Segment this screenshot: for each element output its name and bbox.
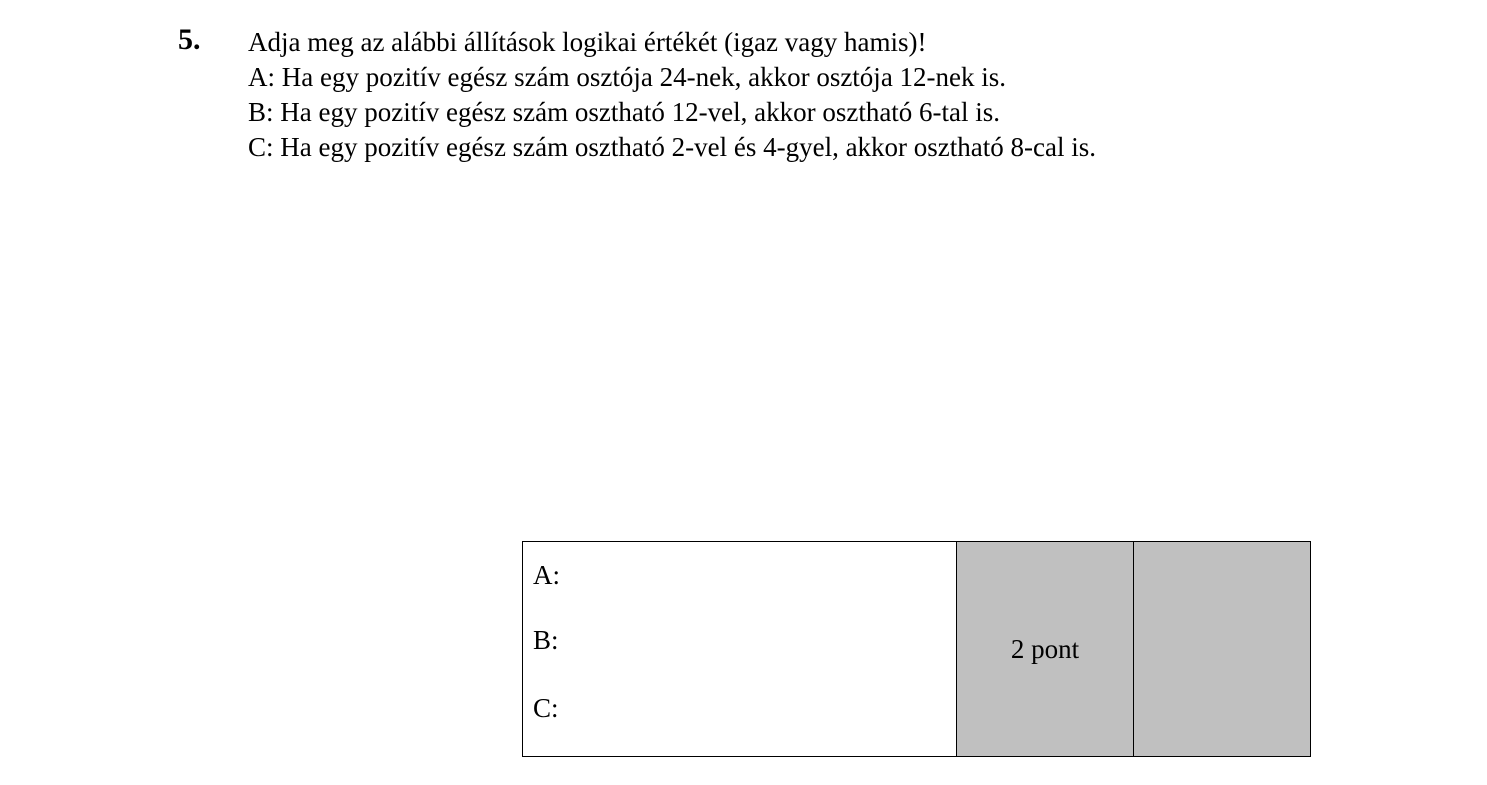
answer-label-b: B: [533, 625, 559, 655]
problem-prompt: Adja meg az alábbi állítások logikai értékét (igaz vagy hamis)! [248, 27, 927, 57]
statement-a: A: Ha egy pozitív egész szám osztója 24-nek, akkor osztója 12-nek is. [248, 62, 1007, 92]
answer-label-c: C: [533, 693, 559, 723]
statement-c: C: Ha egy pozitív egész szám osztható 2-vel és 4-gyel, akkor osztható 8-cal is. [248, 132, 1096, 162]
points-cell: 2 pont [957, 542, 1134, 757]
answer-cell[interactable] [523, 542, 957, 757]
problem-text [248, 25, 1096, 165]
statement-b: B: Ha egy pozitív egész szám osztható 12-vel, akkor osztható 6-tal is. [248, 97, 1001, 127]
score-cell [1134, 542, 1311, 757]
problem-number: 5. [178, 23, 201, 56]
answer-label-a: A: [533, 560, 560, 590]
answer-table [522, 541, 1311, 757]
